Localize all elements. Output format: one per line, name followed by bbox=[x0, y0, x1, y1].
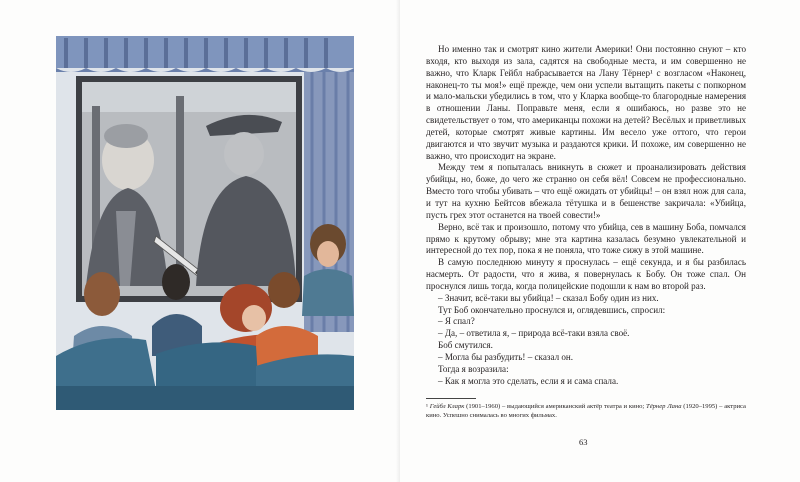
cinema-illustration bbox=[56, 36, 354, 410]
curtain-valance bbox=[56, 36, 354, 72]
paragraph-3: Верно, всё так и произошло, потому что убийца, сев в машину Боба, помчался прямо к крутому обрыву; мне эта картина казалась безумно увлекательной и интересной до тех пор, пока я не поняла, что тоже сижу в этой машине. bbox=[426, 221, 746, 256]
paragraph-1: Но именно так и смотрят кино жители Америки! Они постоянно снуют – кто входя, кто выходя из зала, садятся на свободные места, и им совершенно не важно, что Кларк Гейбл набрасывается на Лану Тёрнер¹ с возгласом «Наконец, наконец-то ты моя!» ещё прежде, чем они успели вытащить пакеты с попкорном и мало-мальски убедились в том, что у Кларка вообще-то благородные намерения в отношении Ланы. Поправьте меня, если я ошибаюсь, но разве это не свидетельствует о том, что американцы похожи на детей? Весёлых и приветливых детей, которые смотрят живые картины. Им весело уже оттого, что герои двигаются и что звучит музыка и раздаются крики. И похоже, им совершенно не важно, что происходит на экране. bbox=[426, 44, 746, 161]
footnote-name-2: Тёрнер Лана bbox=[646, 403, 682, 410]
paragraph-4: В самую последнюю минуту я проснулась – ещё секунда, и я бы разбилась насмерть. От радости, что я жива, я повернулась к Бобу. Он тоже спал. Он проснулся лишь тогда, когда полицейские подошли к нам во второй раз. bbox=[426, 257, 746, 291]
dialogue-line: Тогда я возразила: bbox=[438, 363, 509, 374]
main-text bbox=[426, 44, 746, 387]
footnote-name-1: Гейбл Кларк bbox=[429, 403, 465, 410]
footnote-text-1: (1901–1960) – выдающийся американский актёр театра и кино; bbox=[464, 403, 647, 410]
dialogue-line: – Как я могла это сделать, если я и сама спала. bbox=[438, 375, 619, 386]
dialogue-line: Тут Боб окончательно проснулся и, оглядевшись, спросил: bbox=[438, 304, 666, 315]
page-number: 63 bbox=[579, 437, 588, 447]
footnote-mark: ¹ bbox=[426, 403, 428, 410]
footnote-text-2: (1920–1995) – актриса кино. Успешно снималась во многих фильмах. bbox=[426, 403, 746, 420]
dialogue-line: – Могла бы разбудить! – сказал он. bbox=[438, 351, 574, 362]
footnote bbox=[426, 402, 746, 421]
movie-screen bbox=[76, 76, 302, 302]
dialogue-line: Боб смутился. bbox=[438, 340, 493, 351]
paragraph-2: Между тем я попыталась вникнуть в сюжет и проанализировать действия убийцы, но, боже, до чего же странно он себя вёл! Совсем не профессионально. Вместо того чтобы убивать – что ещё ожидать от убийцы! – он взял нож для сала, и тут на кухню Бейтсов вбежала тётушка и в бешенстве закричала: «Убийца, пусть грех этот останется на твоей совести!» bbox=[426, 162, 746, 220]
dialogue-line: – Значит, всё-таки вы убийца! – сказал Бобу один из них. bbox=[438, 292, 659, 303]
dialogue-line: – Я спал? bbox=[438, 316, 475, 327]
footnote-divider bbox=[426, 398, 476, 399]
dialogue-line: – Да, – ответила я, – природа всё-таки взяла своё. bbox=[438, 328, 630, 339]
